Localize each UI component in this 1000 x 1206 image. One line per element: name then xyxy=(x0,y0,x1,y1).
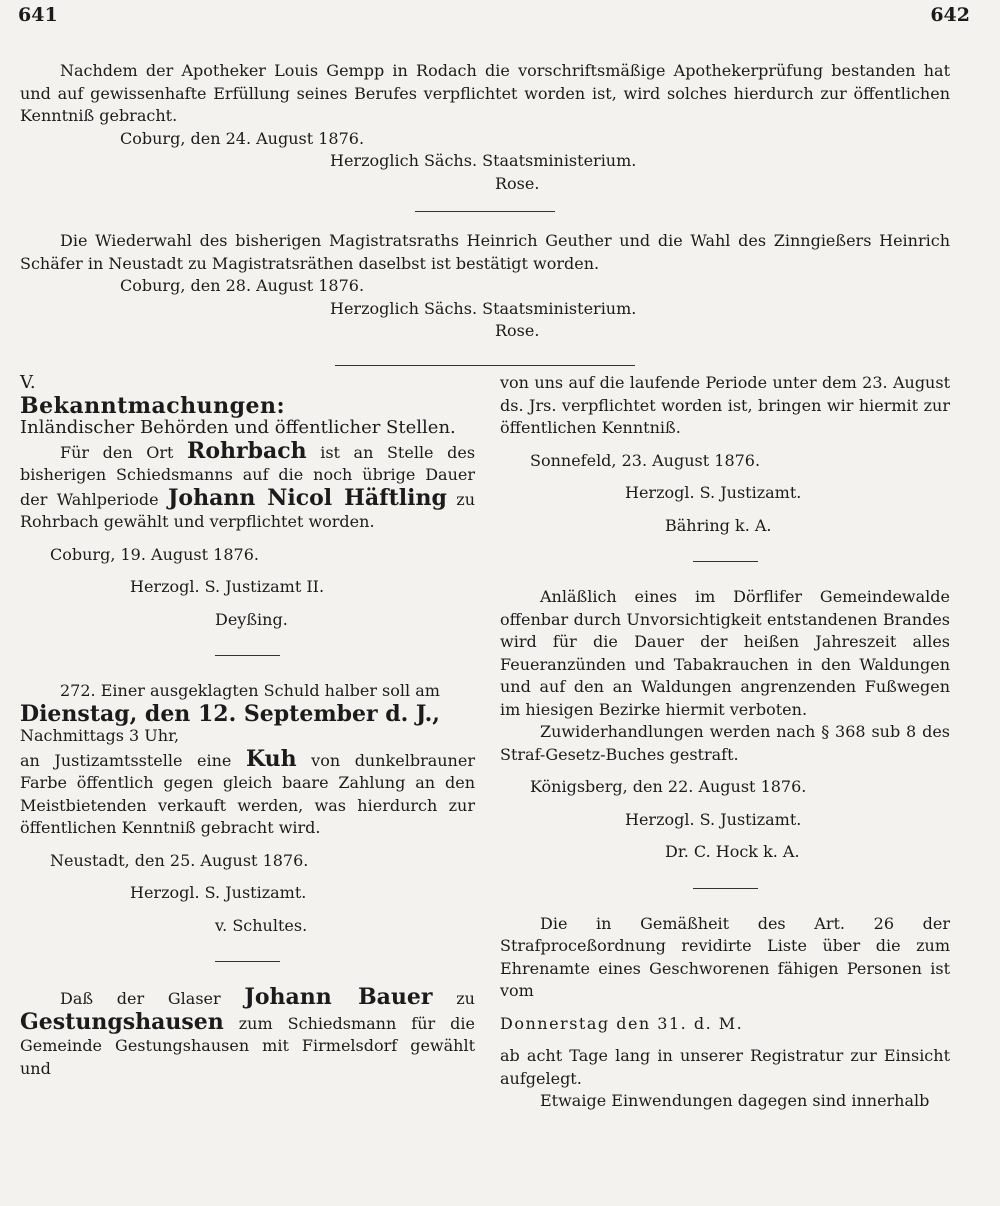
notice-4-bold-date: Dienstag, den 12. September d. J., xyxy=(20,700,440,727)
notice-4-text xyxy=(20,745,475,840)
notice-1-signature: Rose. xyxy=(495,173,540,193)
notice-4-intro: 272. Einer ausgeklagten Schuld halber soll am xyxy=(60,681,440,700)
notice-2-date: Coburg, den 28. August 1876. xyxy=(120,276,365,295)
notice-5-text-b: zu xyxy=(456,989,475,1008)
notice-4-text-a: an Justizamtsstelle eine xyxy=(20,750,232,770)
notice-5-signature: Bähring k. A. xyxy=(665,515,772,535)
notice-6-text: Anläßlich eines im Dörflifer Gemeindewalde offenbar durch Unvorsichtigkeit entstandenen Brandes wird für die Dauer der heißen Jahreszeit alles Feueranzünden und Tabakrauchen in den Waldungen und auf den an Waldungen angrenzenden Fußwegen im hiesigen Bezirke hiermit verboten. xyxy=(500,587,950,719)
notice-4-date: Neustadt, den 25. August 1876. xyxy=(50,850,309,870)
divider xyxy=(415,211,555,212)
notice-2-signature: Rose. xyxy=(495,321,540,340)
section-subtitle: Inländischer Behörden und öffentlicher Stellen. xyxy=(20,417,456,438)
notice-5-person: Johann Bauer xyxy=(244,984,433,1010)
notice-5-text-c: zum Schiedsmann für die Gemeinde Gestungshausen mit Firmelsdorf gewählt und xyxy=(20,1013,476,1078)
notice-6-authority: Herzogl. S. Justizamt. xyxy=(625,809,802,829)
divider xyxy=(693,888,758,889)
section-title: Bekanntmachungen: xyxy=(20,392,286,419)
notice-5-authority: Herzogl. S. Justizamt. xyxy=(625,483,802,502)
notice-4-text-b: von dunkelbrauner Farbe öffentlich gegen gleich baare Zahlung an den Meistbietenden verkauft werden, was hierdurch zur öffentlichen Kenntniß gebracht wird. xyxy=(20,750,475,837)
notice-4-authority: Herzogl. S. Justizamt. xyxy=(130,883,307,902)
notice-1-authority: Herzoglich Sächs. Staatsministerium. xyxy=(330,151,637,170)
page-number-left: 641 xyxy=(18,4,58,26)
divider xyxy=(215,655,280,656)
notice-7-text-2: ab acht Tage lang in unserer Registratur zur Einsicht aufgelegt. xyxy=(500,1046,950,1088)
notice-6-signature: Dr. C. Hock k. A. xyxy=(665,842,800,861)
notice-7-date-line: Donnerstag den 31. d. M. xyxy=(500,1013,744,1033)
page-number-right: 642 xyxy=(930,4,970,26)
notice-6-date: Königsberg, den 22. August 1876. xyxy=(530,777,807,796)
notice-2-text: Die Wiederwahl des bisherigen Magistratsraths Heinrich Geuther und die Wahl des Zinngießers Heinrich Schäfer in Neustadt zu Magistratsräthen daselbst ist bestätigt worden. xyxy=(20,231,950,273)
notice-3-text-c: zu Rohrbach gewählt und verpflichtet worden. xyxy=(20,489,476,531)
notice-7-text-3: Etwaige Einwendungen dagegen sind innerhalb xyxy=(540,1091,930,1110)
right-column xyxy=(500,372,950,1113)
notice-6-text-2: Zuwiderhandlungen werden nach § 368 sub 8 des Straf-Gesetz-Buches gestraft. xyxy=(500,722,950,764)
section-divider xyxy=(335,365,635,366)
notice-5-text xyxy=(20,986,475,1080)
notice-3-person: Johann Nicol Häftling xyxy=(167,484,447,511)
notice-4-item: Kuh xyxy=(245,745,297,772)
notice-3-text xyxy=(20,437,476,534)
section-number: V. xyxy=(20,372,36,393)
notice-4-time: Nachmittags 3 Uhr, xyxy=(20,726,180,745)
notice-3-text-b: ist an Stelle des bisherigen Schiedsmanns auf die noch übrige Dauer der Wahlperiode xyxy=(20,442,476,509)
notice-5-date: Sonnefeld, 23. August 1876. xyxy=(530,450,761,470)
notice-5-continued: von uns auf die laufende Periode unter dem 23. August ds. Jrs. verpflichtet worden ist, bringen wir hiermit zur öffentlichen Kenntniß. xyxy=(500,373,950,437)
divider xyxy=(215,961,280,962)
notice-3-text-a: Für den Ort xyxy=(60,442,174,462)
notice-3-authority: Herzogl. S. Justizamt II. xyxy=(130,577,325,596)
notice-2-authority: Herzoglich Sächs. Staatsministerium. xyxy=(330,298,637,318)
notice-3-date: Coburg, 19. August 1876. xyxy=(50,544,259,564)
notice-1-text: Nachdem der Apotheker Louis Gempp in Rodach die vorschriftsmäßige Apothekerprüfung bestanden hat und auf gewissenhafte Erfüllung seines Berufes verpflichtet worden ist, wird solches hierdurch zur öffentlichen Kenntniß gebracht. xyxy=(20,61,950,125)
notice-7-text: Die in Gemäßheit des Art. 26 der Strafproceßordnung revidirte Liste über die zum Ehrenamte eines Geschworenen fähigen Personen ist vom xyxy=(500,913,950,1000)
notice-1-date: Coburg, den 24. August 1876. xyxy=(120,128,365,148)
notice-4-signature: v. Schultes. xyxy=(215,915,308,935)
notice-5-text-a: Daß der Glaser xyxy=(60,989,221,1008)
notice-3-place: Rohrbach xyxy=(187,437,307,464)
left-column xyxy=(20,372,475,1080)
top-section xyxy=(20,60,950,384)
notice-5-place: Gestungshausen xyxy=(20,1008,224,1035)
divider xyxy=(693,561,758,562)
notice-3-signature: Deyßing. xyxy=(215,609,288,629)
